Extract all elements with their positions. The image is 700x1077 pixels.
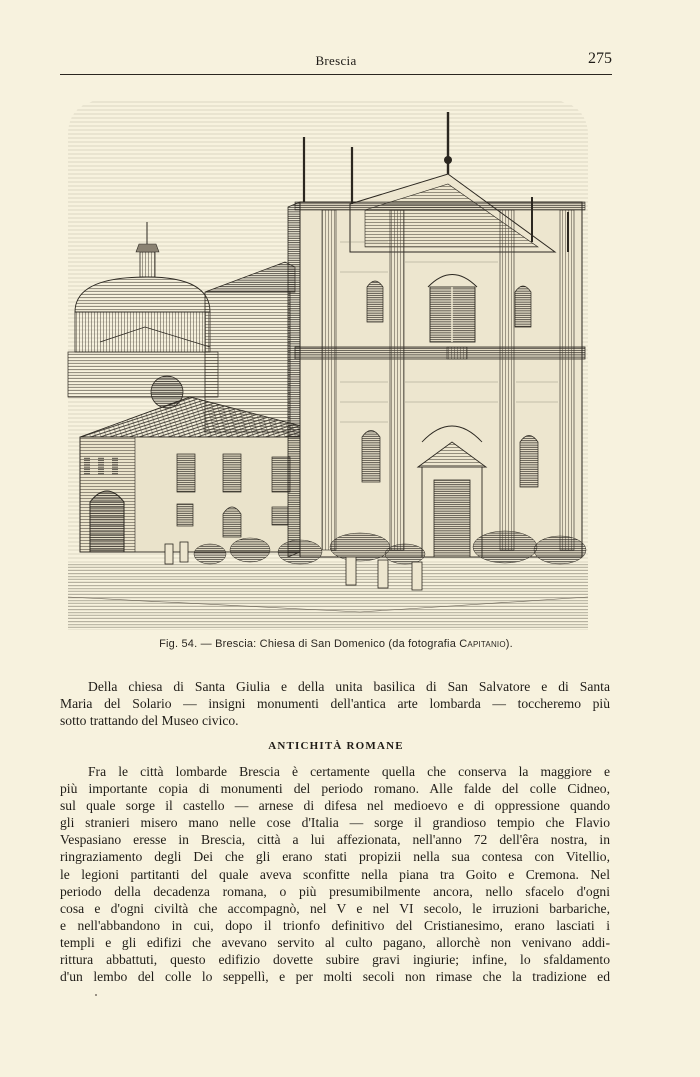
church-engraving-illustration — [60, 92, 591, 630]
text-line: le legioni partitanti del quale aveva sconfitte nella piana tra Goito e Cremona. Nel — [60, 866, 610, 882]
text-line: Maria del Solario — insigni monumenti dell'antica arte lombarda — toccheremo più — [60, 696, 610, 712]
paragraph-santa-giulia — [60, 678, 610, 729]
text-line: più importante copia di monumenti del periodo romano. Alle falde del colle Cidneo, — [60, 781, 610, 797]
text-line: Fra le città lombarde Brescia è certamente quella che conserva la maggiore e — [88, 764, 610, 779]
text-line: e nell'abbandono in cui, dopo il trionfo definitivo del Cristianesimo, erano lasciati i — [60, 917, 610, 933]
text-line: sul quale sorge il castello — arnese di difesa nel medioevo e di oppressione quando — [60, 798, 610, 814]
text-line: gli stranieri misero mano nelle cose d'Italia — sorge il grandioso tempio che Flavio — [60, 815, 610, 831]
text-line: Vespasiano eresse in Brescia, città a lui affezionata, nell'anno 72 dell'êra nostra, in — [60, 832, 610, 848]
figure-engraving-church — [60, 92, 591, 630]
text-line: ringraziamento degli Dei che gli erano stati propizii nella sua contesa con Vitellio, — [60, 849, 610, 865]
caption-end: ). — [505, 638, 513, 650]
paragraph-antichita-romane — [60, 763, 610, 985]
figure-caption — [60, 638, 612, 650]
running-title: Brescia — [315, 53, 357, 68]
text-line: cosa e d'ogni civiltà che accompagnò, nel V e nel VI secolo, le irruzioni barbariche, — [60, 900, 610, 916]
print-speck — [95, 994, 97, 996]
text-line: sotto trattando del Museo civico. — [60, 713, 239, 729]
caption-credit: Capitanio — [459, 638, 506, 650]
running-head — [60, 50, 612, 72]
text-line: periodo della decadenza romana, o più presumibilmente ancora, nello sfacelo d'ogni — [60, 883, 610, 899]
header-rule — [60, 74, 612, 75]
page-number: 275 — [588, 50, 612, 67]
text-line: rittura abbattuti, questo edifizio dovette subire gravi ingiurie; infine, lo sfaldamento — [60, 952, 610, 968]
text-line: d'un lembo del colle lo seppellì, e per molti secoli non rimase che la tradizione ed — [60, 969, 610, 985]
text-line: templi e gli edifizi che avevano servito al culto pagano, allorchè non venivano addi- — [60, 934, 610, 950]
side-nave-block — [205, 292, 290, 432]
section-heading: ANTICHITÀ ROMANE — [268, 740, 404, 752]
caption-text: Fig. 54. — Brescia: Chiesa di San Domenico (da fotografia — [159, 638, 460, 650]
text-line: Della chiesa di Santa Giulia e della unita basilica di San Salvatore e di Santa — [88, 679, 610, 694]
